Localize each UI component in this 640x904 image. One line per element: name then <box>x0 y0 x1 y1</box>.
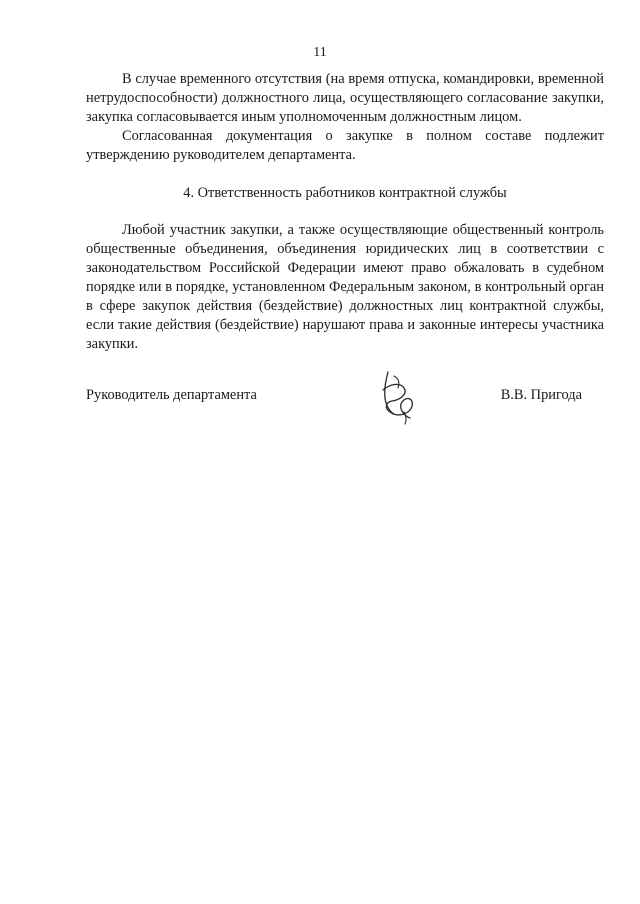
paragraph-documentation-approval: Согласованная документация о закупке в полном составе подлежит утверждению руководителем департамента. <box>86 128 604 163</box>
document-body <box>86 70 604 354</box>
signer-position: Руководитель департамента <box>86 387 257 403</box>
signature-block <box>86 368 604 428</box>
handwritten-signature <box>374 368 420 426</box>
paragraph-absence-approval: В случае временного отсутствия (на время отпуска, командировки, временной нетрудоспособности) должностного лица, осуществляющего согласование закупки, закупка согласовывается иным уполномоченным должностным лицом. <box>86 71 604 125</box>
signer-name: В.В. Пригода <box>500 387 582 403</box>
paragraph-appeal-rights: Любой участник закупки, а также осуществляющие общественный контроль общественные объединения, объединения юридических лиц в соответствии с законодательством Российской Федерации имеют право обжаловать в судебном порядке или в порядке, установленном Федеральным законом, в контрольный орган в сфере закупок действия (бездействие) должностных лиц контрактной службы, если такие действия (бездействие) нарушают права и законные интересы участника закупки. <box>86 222 604 352</box>
page-number: 11 <box>313 45 327 60</box>
section-heading: 4. Ответственность работников контрактной службы <box>183 185 507 201</box>
